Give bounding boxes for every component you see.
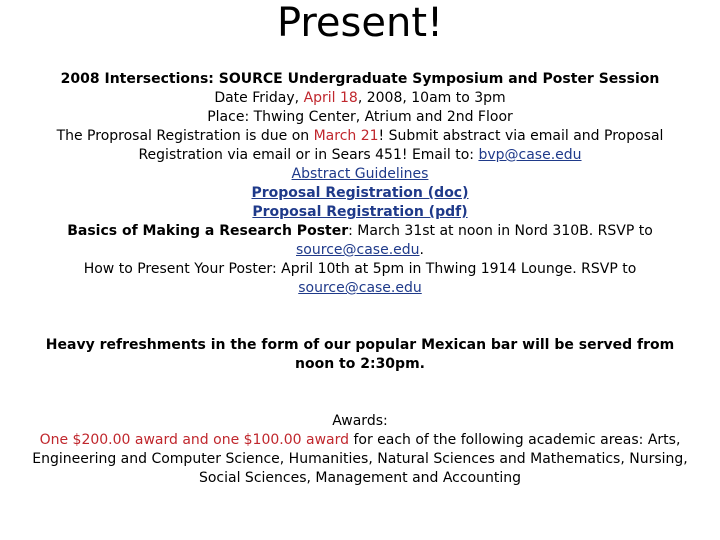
- slide-title: Present!: [276, 0, 444, 46]
- date-suffix: , 2008, 10am to 3pm: [357, 90, 506, 106]
- refreshments-line: Heavy refreshments in the form of our popular Mexican bar will be served from noon to 2:30pm.: [45, 337, 675, 372]
- registration-prefix: The Proprosal Registration is due on: [56, 128, 314, 144]
- workshop1-text: : March 31st at noon in Nord 310B. RSVP to: [348, 223, 653, 239]
- workshop1-email-link[interactable]: source@case.edu: [296, 242, 420, 258]
- place-line: Place: Thwing Center, Atrium and 2nd Floor: [207, 109, 513, 125]
- event-name: 2008 Intersections: SOURCE Undergraduate Symposium and Poster Session: [60, 71, 660, 87]
- event-date: April 18: [303, 90, 358, 106]
- abstract-guidelines-line: [30, 165, 690, 184]
- workshop2-email-link[interactable]: source@case.edu: [298, 280, 422, 296]
- registration-due-date: March 21: [313, 128, 379, 144]
- slide-body: [30, 70, 690, 488]
- registration-pdf-line: [30, 203, 690, 222]
- awards-heading: Awards:: [332, 413, 388, 429]
- registration-doc-line: [30, 184, 690, 203]
- workshop1-title: Basics of Making a Research Poster: [67, 223, 349, 239]
- workshop1-line: [30, 222, 690, 260]
- awards-line: [30, 431, 690, 488]
- spacer: [30, 298, 690, 336]
- registration-doc-link[interactable]: Proposal Registration (doc): [251, 185, 469, 201]
- workshop2-text: How to Present Your Poster: April 10th at 5pm in Thwing 1914 Lounge. RSVP to: [83, 261, 637, 277]
- awards-rest: for each of the following academic areas: Arts, Engineering and Computer Science, Humanities, Natural Sciences and Mathematics, Nursing, Social Sciences, Management and Accounting: [32, 432, 688, 486]
- registration-middle: ! Submit abstract via email and Proposal Registration via email or in Sears 451! Email to:: [138, 128, 664, 163]
- abstract-guidelines-link[interactable]: Abstract Guidelines: [291, 166, 429, 182]
- awards-amounts: One $200.00 award and one $100.00 award: [39, 432, 349, 448]
- date-line: [30, 89, 690, 108]
- workshop1-end: .: [419, 242, 424, 258]
- registration-pdf-link[interactable]: Proposal Registration (pdf): [252, 204, 468, 220]
- date-prefix: Date Friday,: [214, 90, 304, 106]
- registration-line: [30, 127, 690, 165]
- registration-email-link[interactable]: bvp@case.edu: [478, 147, 582, 163]
- workshop2-line: [30, 260, 690, 298]
- spacer: [30, 374, 690, 412]
